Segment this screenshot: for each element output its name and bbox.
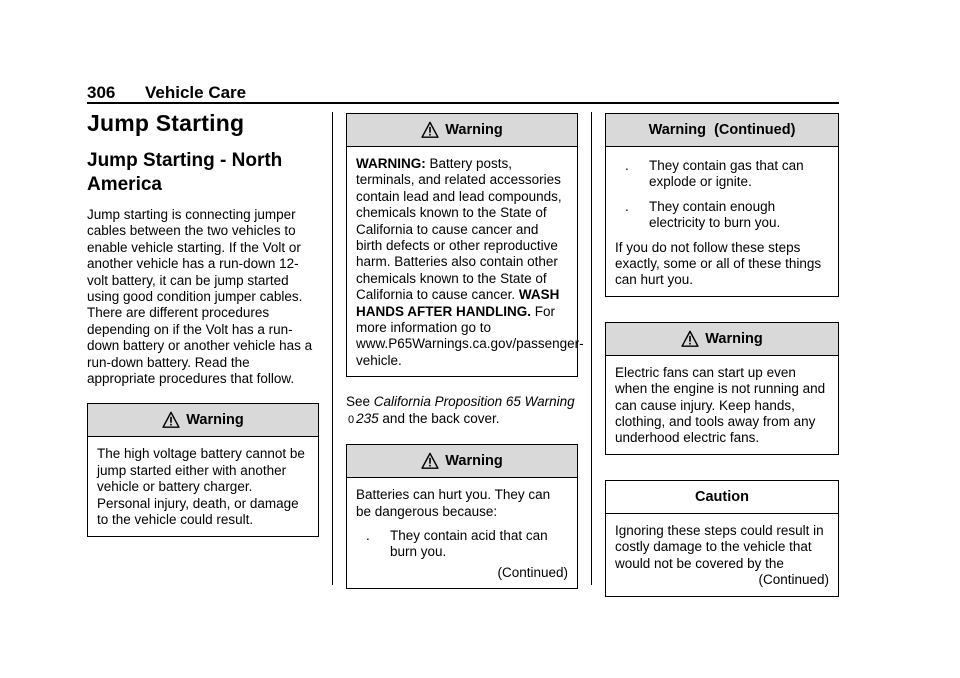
warning-triangle-icon [421, 452, 439, 470]
bullet-item [625, 158, 829, 191]
warning-heading: Warning [705, 330, 763, 347]
see-prefix: See [346, 394, 371, 410]
warning-text: Electric fans can start up even when the engine is not running and can cause injury. Keep hands, clothing, and tools away from any underhood electric fans. [615, 364, 826, 446]
bullet-marker: . [625, 158, 629, 173]
warning-triangle-icon [421, 121, 439, 139]
bullet-text: They contain enough electricity to burn you. [649, 198, 781, 231]
warning-label: WARNING: [356, 156, 426, 171]
warning-box [346, 113, 584, 377]
column-divider [332, 112, 333, 585]
warning-body [606, 356, 838, 454]
caution-text: Ignoring these steps could result in costly damage to the vehicle that would not be covered by the [615, 522, 824, 571]
warning-triangle-icon [681, 330, 699, 348]
warning-body [347, 147, 584, 376]
warning-heading: Warning [186, 412, 244, 429]
column-2 [346, 113, 584, 589]
warning-body [347, 478, 577, 588]
warning-header [606, 323, 838, 356]
continued-label: (Continued) [758, 572, 829, 588]
bullet-marker: . [625, 198, 629, 214]
intro-paragraph: Jump starting is connecting jumper cables between the two vehicles to enable vehicle starting. If the Volt or another vehicle has a run-down 12-volt battery, it can be jump started using good condition jumper cables. There are different procedures depending on if the Volt has a run-down battery or another vehicle has a run-down battery. Read the appropriate procedures that follow. [87, 207, 313, 387]
see-reference [346, 394, 578, 428]
warning-body [606, 147, 838, 296]
prop65-text-1: Battery posts, terminals, and related accessories contain lead and lead compounds, chemicals known to the State of California to cause cancer and birth defects or other reproductive harm. Batteries also contain other chemicals known to the State of California to cause cancer. [356, 156, 562, 303]
bullet-text: They contain gas that can explode or ignite. [649, 158, 804, 190]
warning-box [87, 403, 319, 536]
warning-heading: Warning [445, 453, 503, 470]
caution-heading: Caution [695, 488, 749, 505]
warning-box [346, 444, 578, 589]
warning-text: If you do not follow these steps exactly, some or all of these things can hurt you. [615, 239, 822, 288]
column-3 [605, 113, 839, 597]
column-divider [591, 112, 592, 585]
warning-box [605, 322, 839, 455]
bullet-item [625, 199, 829, 232]
wash-hands-text: WASH HANDS AFTER HANDLING. [356, 287, 560, 319]
subsection-title: Jump Starting - North America [87, 150, 283, 195]
prop65-text [356, 156, 584, 369]
bullet-item [366, 528, 568, 561]
page-ref-icon: 0 [348, 413, 355, 426]
continued-label: (Continued) [497, 564, 568, 580]
caution-box [605, 480, 839, 597]
caution-header [606, 481, 838, 514]
warning-heading: Warning [445, 122, 503, 138]
warning-text: Batteries can hurt you. They can be dangerous because: [356, 487, 551, 519]
see-suffix: and the back cover. [382, 410, 500, 426]
warning-header [606, 114, 838, 147]
bullet-marker: . [366, 527, 370, 543]
warning-triangle-icon [162, 411, 180, 429]
warning-text: The high voltage battery cannot be jump started either with another vehicle or battery charger. Personal injury, death, or damage to the vehicle could result. [97, 446, 305, 528]
prop65-link[interactable]: California Proposition 65 Warning [373, 394, 575, 410]
bullet-text: They contain acid that can burn you. [390, 527, 548, 560]
column-1 [87, 110, 319, 537]
page-number: 306 [87, 83, 116, 102]
page-ref[interactable]: 235 [356, 410, 379, 426]
header-rule [87, 102, 839, 104]
warning-header [347, 114, 577, 147]
warning-heading: Warning (Continued) [648, 122, 796, 138]
warning-box-continued [605, 113, 839, 297]
page-title: Jump Starting [87, 110, 245, 136]
warning-header [347, 445, 577, 478]
caution-body [606, 514, 838, 596]
prop65-text-2: For more information go to www.P65Warnings.ca.gov/passenger-vehicle. [356, 303, 584, 368]
section-title: Vehicle Care [145, 83, 247, 102]
warning-header [88, 404, 318, 437]
warning-body [88, 437, 318, 535]
